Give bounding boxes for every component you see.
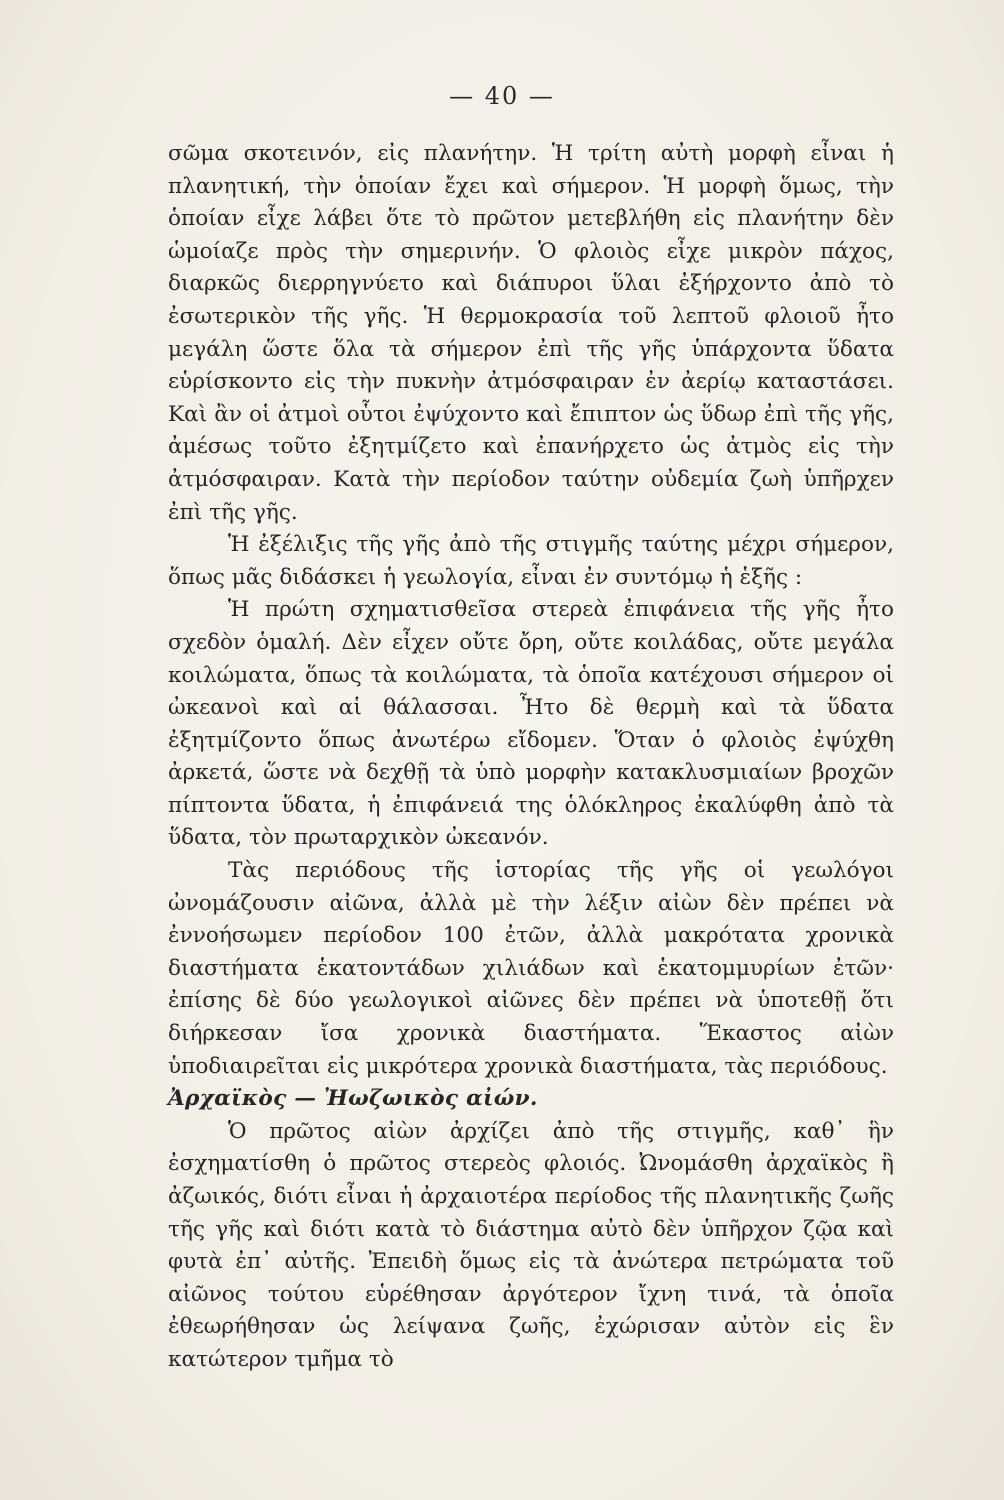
page-number: — 40 — <box>449 82 555 110</box>
paragraph-2: Ἡ ἐξέλιξις τῆς γῆς ἀπὸ τῆς στιγμῆς ταύτης μέχρι σήμερον, ὅπως μᾶς διδάσκει ἡ γεωλογία, εἶναι ἐν συντόμῳ ἡ ἑξῆς : <box>168 532 894 590</box>
paragraph-5: Ὁ πρῶτος αἰὼν ἀρχίζει ἀπὸ τῆς στιγμῆς, καθ᾽ ἣν ἐσχηματίσθη ὁ πρῶτος στερεὸς φλοιός. Ὠνομάσθη ἀρχαϊκὸς ἢ ἀζωικός, διότι εἶναι ἡ ἀρχαιοτέρα περίοδος τῆς πλανητικῆς ζωῆς τῆς γῆς καὶ διότι κατὰ τὸ διάστημα αὐτὸ δὲν ὑπῆρχον ζῷα καὶ φυτὰ ἐπ᾽ αὐτῆς. Ἐπειδὴ ὅμως εἰς τὰ ἀνώτερα πετρώματα τοῦ αἰῶνος τούτου εὑρέθησαν ἀργότερον ἴχνη τινά, τὰ ὁποῖα ἐθεωρήθησαν ὡς λείψανα ζωῆς, ἐχώρισαν αὐτὸν εἰς ἓν κατώτερον τμῆμα τὸ <box>168 1118 894 1372</box>
section-heading: Ἀρχαϊκὸς — Ἠωζωικὸς αἰών. <box>168 1086 538 1112</box>
page-body <box>168 138 894 1377</box>
paragraph-3: Ἡ πρώτη σχηματισθεῖσα στερεὰ ἐπιφάνεια τῆς γῆς ἦτο σχεδὸν ὁμαλή. Δὲν εἶχεν οὔτε ὄρη, οὔτε κοιλάδας, οὔτε μεγάλα κοιλώματα, ὅπως τὰ κοιλώματα, τὰ ὁποῖα κατέχουσι σήμερον οἱ ὠκεανοὶ καὶ αἱ θάλασσαι. Ἦτο δὲ θερμὴ καὶ τὰ ὕδατα ἐξητμίζοντο ὅπως ἀνωτέρω εἴδομεν. Ὅταν ὁ φλοιὸς ἐψύχθη ἀρκετά, ὥστε νὰ δεχθῇ τὰ ὑπὸ μορφὴν κατακλυσμιαίων βροχῶν πίπτοντα ὕδατα, ἡ ἐπιφάνειά της ὁλόκληρος ἐκαλύφθη ἀπὸ τὰ ὕδατα, τὸν πρωταρχικὸν ὠκεανόν. <box>168 597 894 851</box>
paragraph-1: σῶμα σκοτεινόν, εἰς πλανήτην. Ἡ τρίτη αὐτὴ μορφὴ εἶναι ἡ πλανητική, τὴν ὁποίαν ἔχει καὶ σήμερον. Ἡ μορφὴ ὅμως, τὴν ὁποίαν εἶχε λάβει ὅτε τὸ πρῶτον μετεβλήθη εἰς πλανήτην δὲν ὡμοίαζε πρὸς τὴν σημερινήν. Ὁ φλοιὸς εἶχε μικρὸν πάχος, διαρκῶς διερρηγνύετο καὶ διάπυροι ὕλαι ἐξήρχοντο ἀπὸ τὸ ἐσωτερικὸν τῆς γῆς. Ἡ θερμοκρασία τοῦ λεπτοῦ φλοιοῦ ἦτο μεγάλη ὥστε ὅλα τὰ σήμερον ἐπὶ τῆς γῆς ὑπάρχοντα ὕδατα εὑρίσκοντο εἰς τὴν πυκνὴν ἀτμόσφαιραν ἐν ἀερίῳ καταστάσει. Καὶ ἂν οἱ ἀτμοὶ οὗτοι ἐψύχοντο καὶ ἔπιπτον ὡς ὕδωρ ἐπὶ τῆς γῆς, ἀμέσως τοῦτο ἐξητμίζετο καὶ ἐπανήρχετο ὡς ἀτμὸς εἰς τὴν ἀτμόσφαιραν. Κατὰ τὴν περίοδον ταύτην οὐδεμία ζωὴ ὑπῆρχεν ἐπὶ τῆς γῆς. <box>168 141 894 525</box>
paragraph-4: Τὰς περιόδους τῆς ἱστορίας τῆς γῆς οἱ γεωλόγοι ὠνομάζουσιν αἰῶνα, ἀλλὰ μὲ τὴν λέξιν αἰὼν δὲν πρέπει νὰ ἐννοήσωμεν περίοδον 100 ἐτῶν, ἀλλὰ μακρότατα χρονικὰ διαστήματα ἑκατοντάδων χιλιάδων καὶ ἑκατομμυρίων ἐτῶν· ἐπίσης δὲ δύο γεωλογικοὶ αἰῶνες δὲν πρέπει νὰ ὑποτεθῇ ὅτι διήρκεσαν ἴσα χρονικὰ διαστήματα. Ἕκαστος αἰὼν ὑποδιαιρεῖται εἰς μικρότερα χρονικὰ διαστήματα, τὰς περιόδους. <box>168 858 894 1079</box>
